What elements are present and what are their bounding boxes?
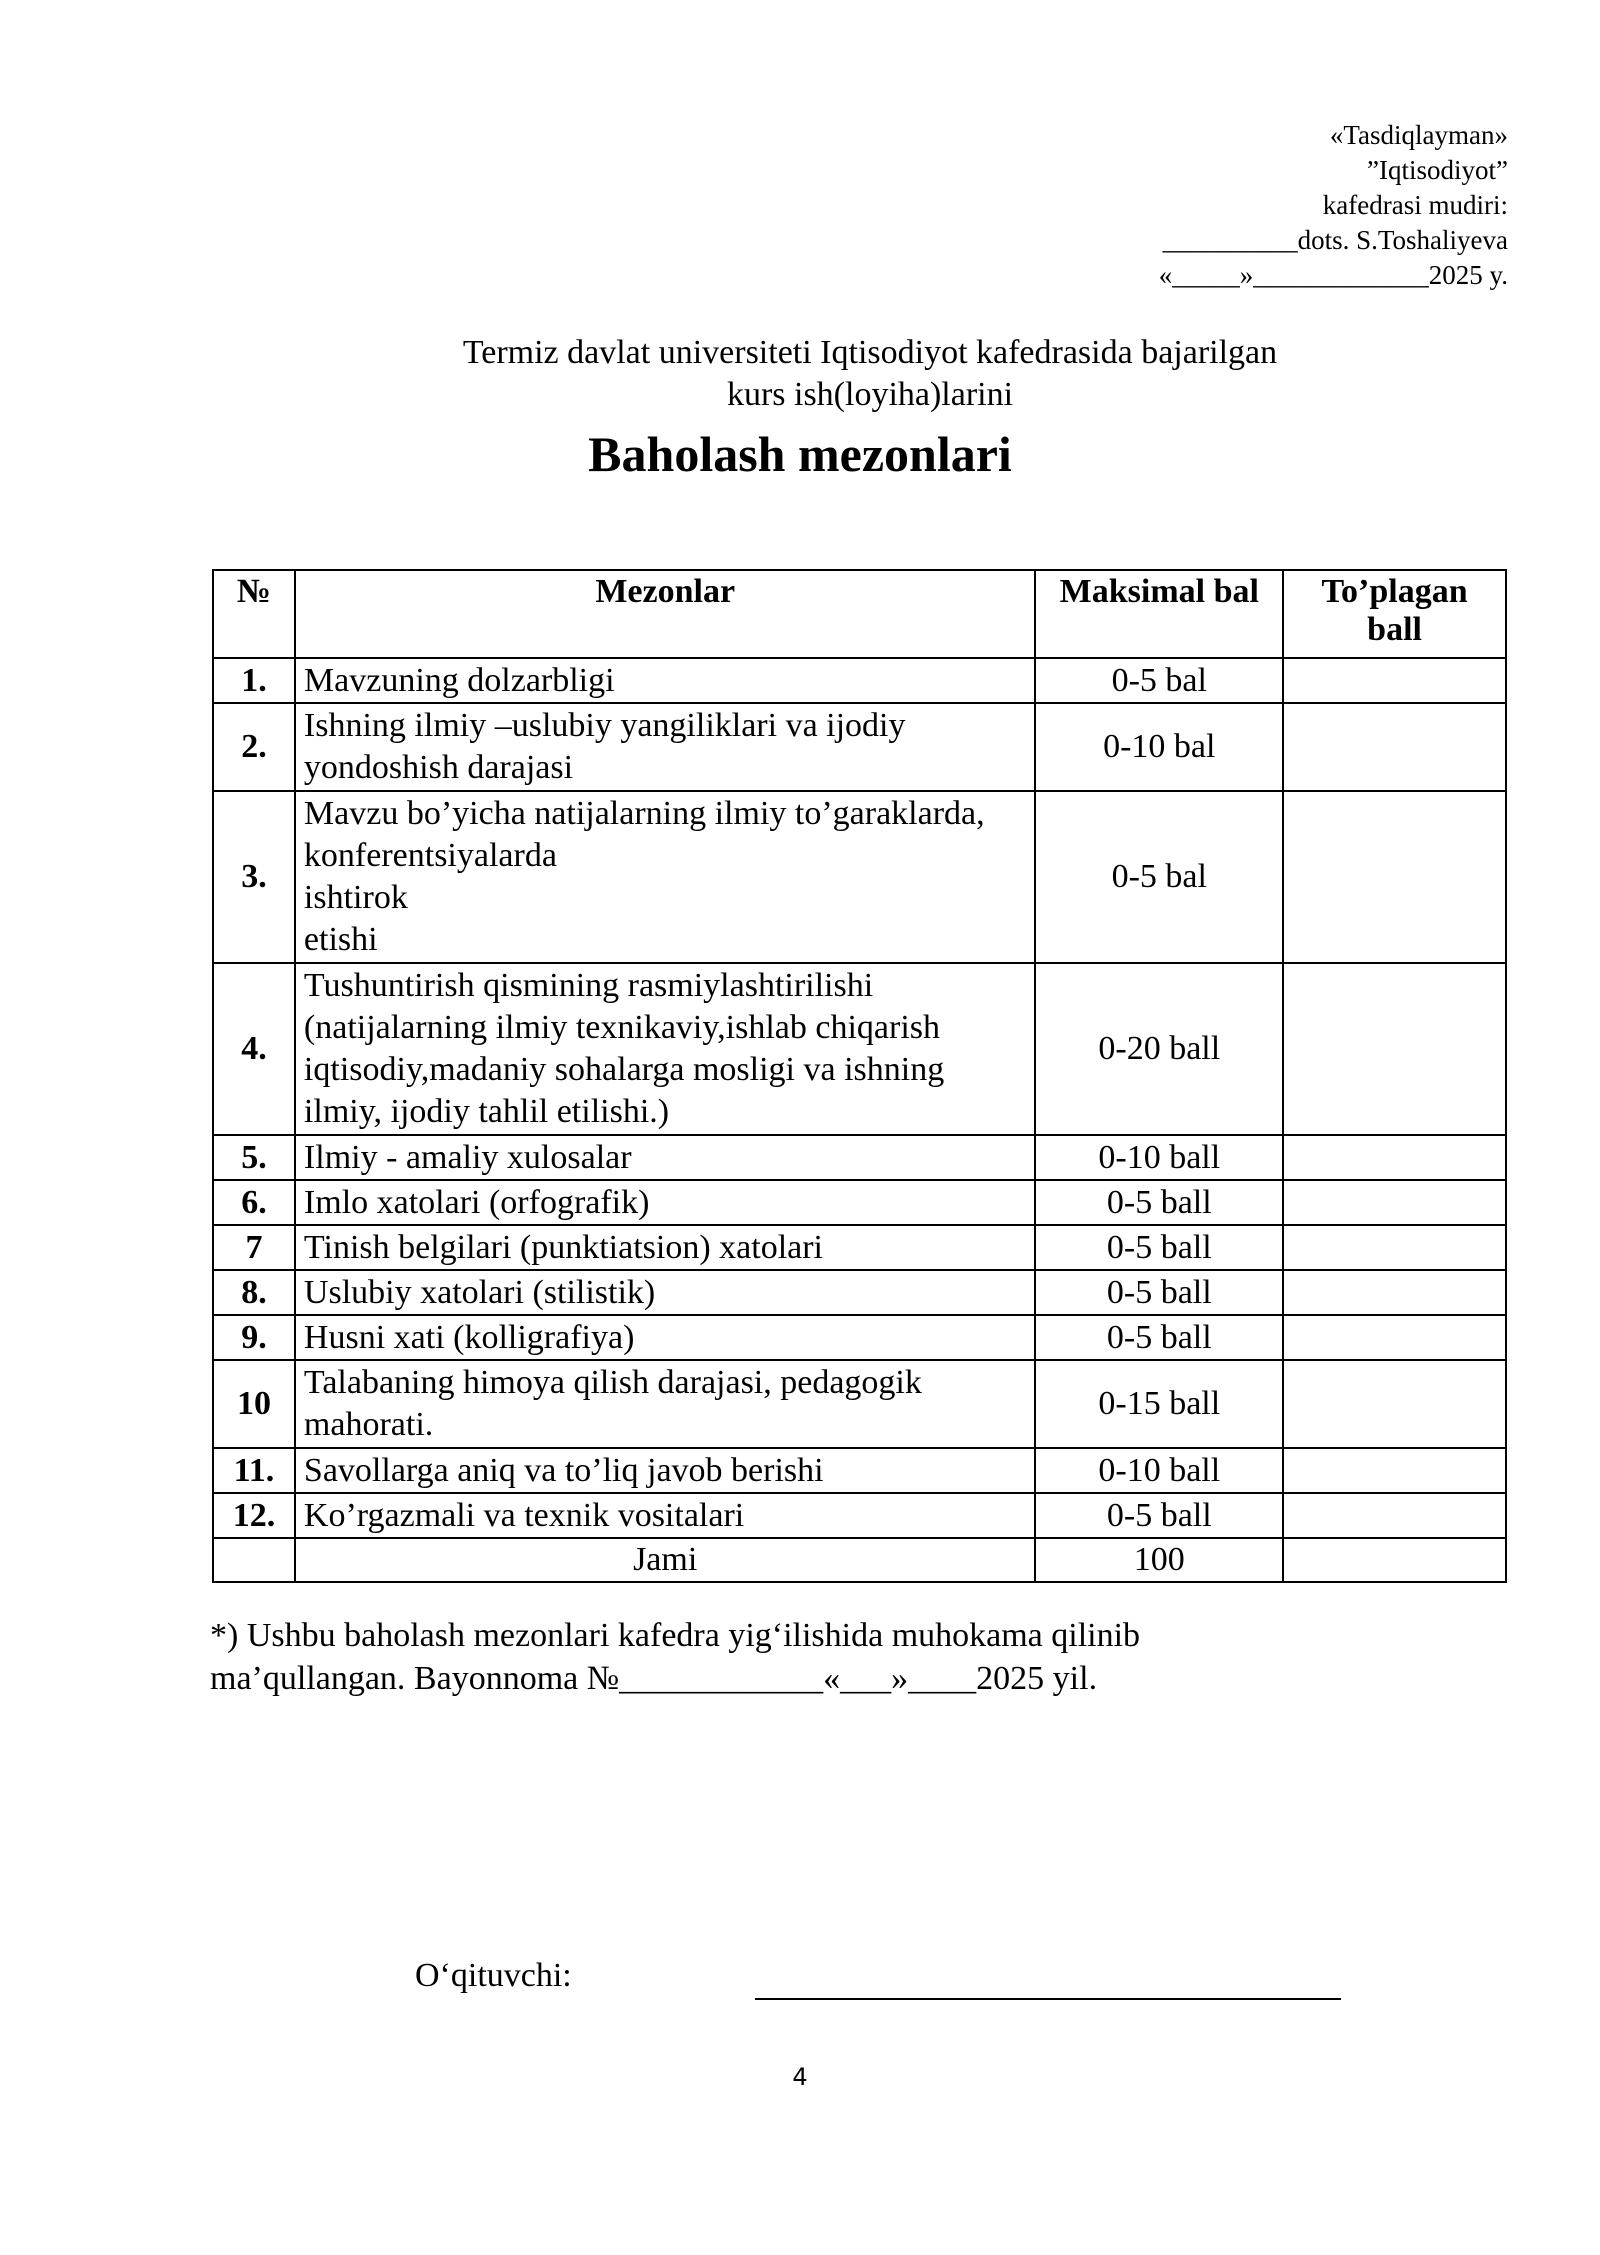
row-criteria: Ishning ilmiy –uslubiy yangiliklari va ijodiy yondoshish darajasi: [295, 703, 1036, 791]
document-subtitle: Termiz davlat universiteti Iqtisodiyot kafedrasida bajarilgan kurs ish(loyiha)larini: [462, 334, 1278, 413]
row-num: 11.: [213, 1448, 295, 1493]
total-num-cell: [213, 1538, 295, 1582]
row-scored: [1283, 1270, 1506, 1315]
document-heading: [0, 332, 1600, 484]
total-row: [213, 1538, 1506, 1582]
approval-line-1: «Tasdiqlayman»: [1329, 120, 1508, 150]
row-criteria: Savollarga aniq va to’liq javob berishi: [295, 1448, 1036, 1493]
row-scored: [1283, 791, 1506, 963]
total-max: 100: [1035, 1538, 1283, 1582]
table-row: [213, 963, 1506, 1135]
table-row: [213, 658, 1506, 703]
row-scored: [1283, 1360, 1506, 1448]
row-max-score: 0-20 ball: [1035, 963, 1283, 1135]
table-row: [213, 703, 1506, 791]
table-row: [213, 791, 1506, 963]
row-max-score: 0-5 ball: [1035, 1270, 1283, 1315]
approval-line-2: ”Iqtisodiyot”: [1367, 155, 1508, 185]
row-scored: [1283, 963, 1506, 1135]
total-scored-cell: [1283, 1538, 1506, 1582]
total-label: Jami: [295, 1538, 1036, 1582]
row-criteria: Imlo xatolari (orfografik): [295, 1180, 1036, 1225]
row-max-score: 0-10 bal: [1035, 703, 1283, 791]
approval-line-3: kafedrasi mudiri:: [1322, 190, 1508, 220]
row-num: 2.: [213, 703, 295, 791]
approval-line-4: __________dots. S.Toshaliyeva: [1162, 225, 1508, 255]
teacher-label: O‘qituvchi:: [415, 1957, 572, 1994]
table-row: [213, 1270, 1506, 1315]
row-criteria: Talabaning himoya qilish darajasi, pedagogik mahorati.: [295, 1360, 1036, 1448]
row-scored: [1283, 1180, 1506, 1225]
row-scored: [1283, 658, 1506, 703]
row-num: 9.: [213, 1315, 295, 1360]
table-row: [213, 1315, 1506, 1360]
row-max-score: 0-15 ball: [1035, 1360, 1283, 1448]
row-criteria: Tushuntirish qismining rasmiylashtirilishi (natijalarning ilmiy texnikaviy,ishlab chiqarish iqtisodiy,madaniy sohalarga mosligi va ishning ilmiy, ijodiy tahlil etilishi.): [295, 963, 1036, 1135]
row-max-score: 0-10 ball: [1035, 1135, 1283, 1180]
row-criteria: Husni xati (kolligrafiya): [295, 1315, 1036, 1360]
row-num: 8.: [213, 1270, 295, 1315]
row-num: 4.: [213, 963, 295, 1135]
document-title: Baholash mezonlari: [588, 426, 1012, 482]
row-criteria: Mavzuning dolzarbligi: [295, 658, 1036, 703]
row-num: 6.: [213, 1180, 295, 1225]
row-num: 10: [213, 1360, 295, 1448]
row-scored: [1283, 1315, 1506, 1360]
approval-note: *) Ushbu baholash mezonlari kafedra yig‘ilishida muhokama qilinib ma’qullangan. Bayonnoma №____________«___»____2025 yil.: [210, 1617, 1141, 1697]
header-criteria: Mezonlar: [295, 570, 1036, 658]
header-num: №: [213, 570, 295, 658]
table-row: [213, 1180, 1506, 1225]
row-scored: [1283, 703, 1506, 791]
page-number: 4: [792, 2063, 808, 2091]
row-max-score: 0-5 ball: [1035, 1225, 1283, 1270]
table-header-row: [213, 570, 1506, 658]
row-num: 12.: [213, 1493, 295, 1538]
row-max-score: 0-5 bal: [1035, 791, 1283, 963]
row-num: 7: [213, 1225, 295, 1270]
row-max-score: 0-10 ball: [1035, 1448, 1283, 1493]
row-criteria: Mavzu bo’yicha natijalarning ilmiy to’garaklarda, konferentsiyalarda ishtirok etishi: [295, 791, 1036, 963]
row-num: 5.: [213, 1135, 295, 1180]
row-scored: [1283, 1225, 1506, 1270]
table-row: [213, 1493, 1506, 1538]
row-num: 1.: [213, 658, 295, 703]
signature-line: [755, 1998, 1341, 2000]
table-row: [213, 1448, 1506, 1493]
table-row: [213, 1225, 1506, 1270]
header-scored: To’plagan ball: [1283, 570, 1506, 658]
row-max-score: 0-5 ball: [1035, 1493, 1283, 1538]
table-row: [213, 1360, 1506, 1448]
header-max: Maksimal bal: [1035, 570, 1283, 658]
approval-line-5: «_____»_____________2025 y.: [1158, 260, 1508, 290]
row-max-score: 0-5 bal: [1035, 658, 1283, 703]
row-criteria: Ko’rgazmali va texnik vositalari: [295, 1493, 1036, 1538]
row-max-score: 0-5 ball: [1035, 1315, 1283, 1360]
row-criteria: Uslubiy xatolari (stilistik): [295, 1270, 1036, 1315]
criteria-table-body: [213, 658, 1506, 1538]
row-criteria: Tinish belgilari (punktiatsion) xatolari: [295, 1225, 1036, 1270]
criteria-table: [212, 569, 1507, 1583]
row-max-score: 0-5 ball: [1035, 1180, 1283, 1225]
approval-block: [988, 118, 1508, 293]
table-row: [213, 1135, 1506, 1180]
row-scored: [1283, 1448, 1506, 1493]
row-scored: [1283, 1135, 1506, 1180]
row-criteria: Ilmiy - amaliy xulosalar: [295, 1135, 1036, 1180]
row-num: 3.: [213, 791, 295, 963]
row-scored: [1283, 1493, 1506, 1538]
